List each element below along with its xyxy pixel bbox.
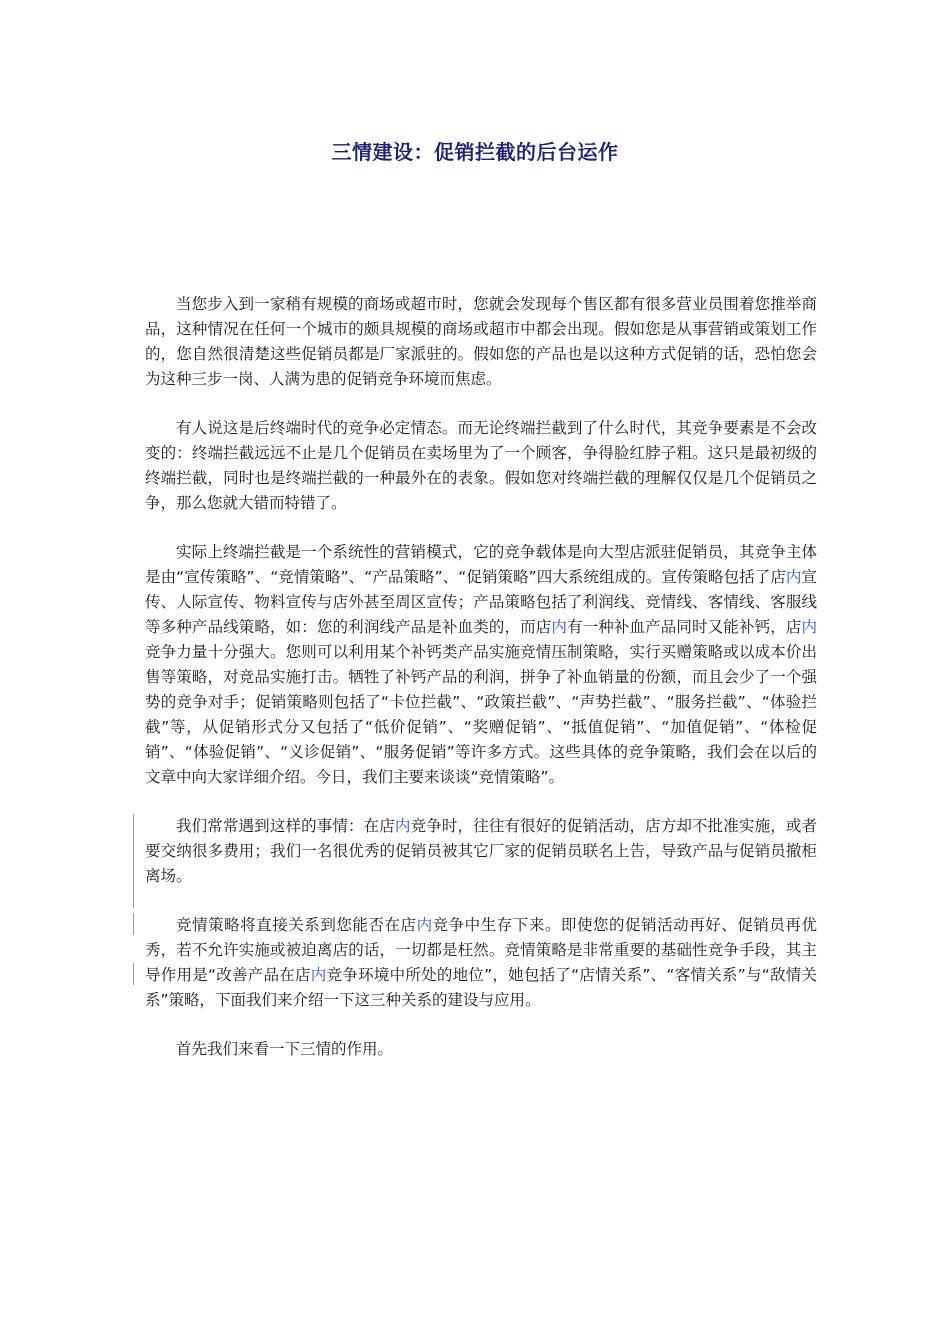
paragraph-5: 竞情策略将直接关系到您能否在店内竞争中生存下来。即使您的促销活动再好、促销员再优秀，若不允许实施或被迫离店的话，一切都是枉然。竞情策略是非常重要的基础性竞争手段，其主导作用是“改善产品在店内竞争环境中所处的地位”，她包括了“店情关系”、“客情关系”与“敌情关系”策略，下面我们来介绍一下这三种关系的建设与应用。 [145,913,817,1013]
highlighted-char: 内 [416,916,433,934]
paragraph-4: 我们常常遇到这样的事情：在店内竞争时，往往有很好的促销活动，店方却不批准实施，或者要交纳很多费用；我们一名很优秀的促销员被其它厂家的促销员联名上告，导致产品与促销员撤柜离场。 [145,814,817,889]
page-title: 三情建设：促销拦截的后台运作 [331,140,619,164]
article-body [145,292,817,1086]
highlighted-char: 内 [310,966,327,984]
paragraph-2: 有人说这是后终端时代的竞争必定情态。而无论终端拦截到了什么时代，其竞争要素是不会改变的：终端拦截远远不止是几个促销员在卖场里为了一个顾客，争得脸红脖子粗。这只是最初级的终端拦截，同时也是终端拦截的一种最外在的表象。假如您对终端拦截的理解仅仅是几个促销员之争，那么您就大错而特错了。 [145,419,817,512]
paragraph-3: 实际上终端拦截是一个系统性的营销模式，它的竞争载体是向大型店派驻促销员，其竞争主体是由“宣传策略”、“竞情策略”、“产品策略”、“促销策略”四大系统组成的。宣传策略包括了店内宣传、人际宣传、物料宣传与店外甚至周区宣传；产品策略包括了利润线、竞情线、客情线、客服线等多种产品线策略，如：您的利润线产品是补血类的，而店内有一种补血产品同时又能补钙，店内竞争力量十分强大。您则可以利用某个补钙类产品实施竞情压制策略，实行买赠策略或以成本价出售等策略，对竞品实施打击。牺牲了补钙产品的利润，拼争了补血销量的份额，而且会少了一个强势的竞争对手；促销策略则包括了“卡位拦截”、“政策拦截”、“声势拦截”、“服务拦截”、“体验拦截”等，从促销形式分又包括了“低价促销”、“奖赠促销”、“抵值促销”、“加值促销”、“体检促销”、“体验促销”、“义诊促销”、“服务促销”等许多方式。这些具体的竞争策略，我们会在以后的文章中向大家详细介绍。今日，我们主要来谈谈“竞情策略”。 [145,540,817,790]
revision-mark [133,913,134,935]
highlighted-char: 内 [801,618,817,636]
paragraph-1: 当您步入到一家稍有规模的商场或超市时，您就会发现每个售区都有很多营业员围着您推举商品，这种情况在任何一个城市的颇具规模的商场或超市中都会出现。假如您是从事营销或策划工作的，您自然很清楚这些促销员都是厂家派驻的。假如您的产品也是以这种方式促销的话，恐怕您会为这种三步一岗、人满为患的促销竞争环境而焦虑。 [145,295,817,388]
highlighted-char: 内 [394,817,411,835]
revision-mark [133,963,134,985]
revision-mark [133,814,134,836]
highlighted-char: 内 [785,568,802,586]
revision-mark [133,836,134,908]
paragraph-6: 首先我们来看一下三情的作用。 [176,1040,394,1058]
highlighted-char: 内 [551,618,568,636]
